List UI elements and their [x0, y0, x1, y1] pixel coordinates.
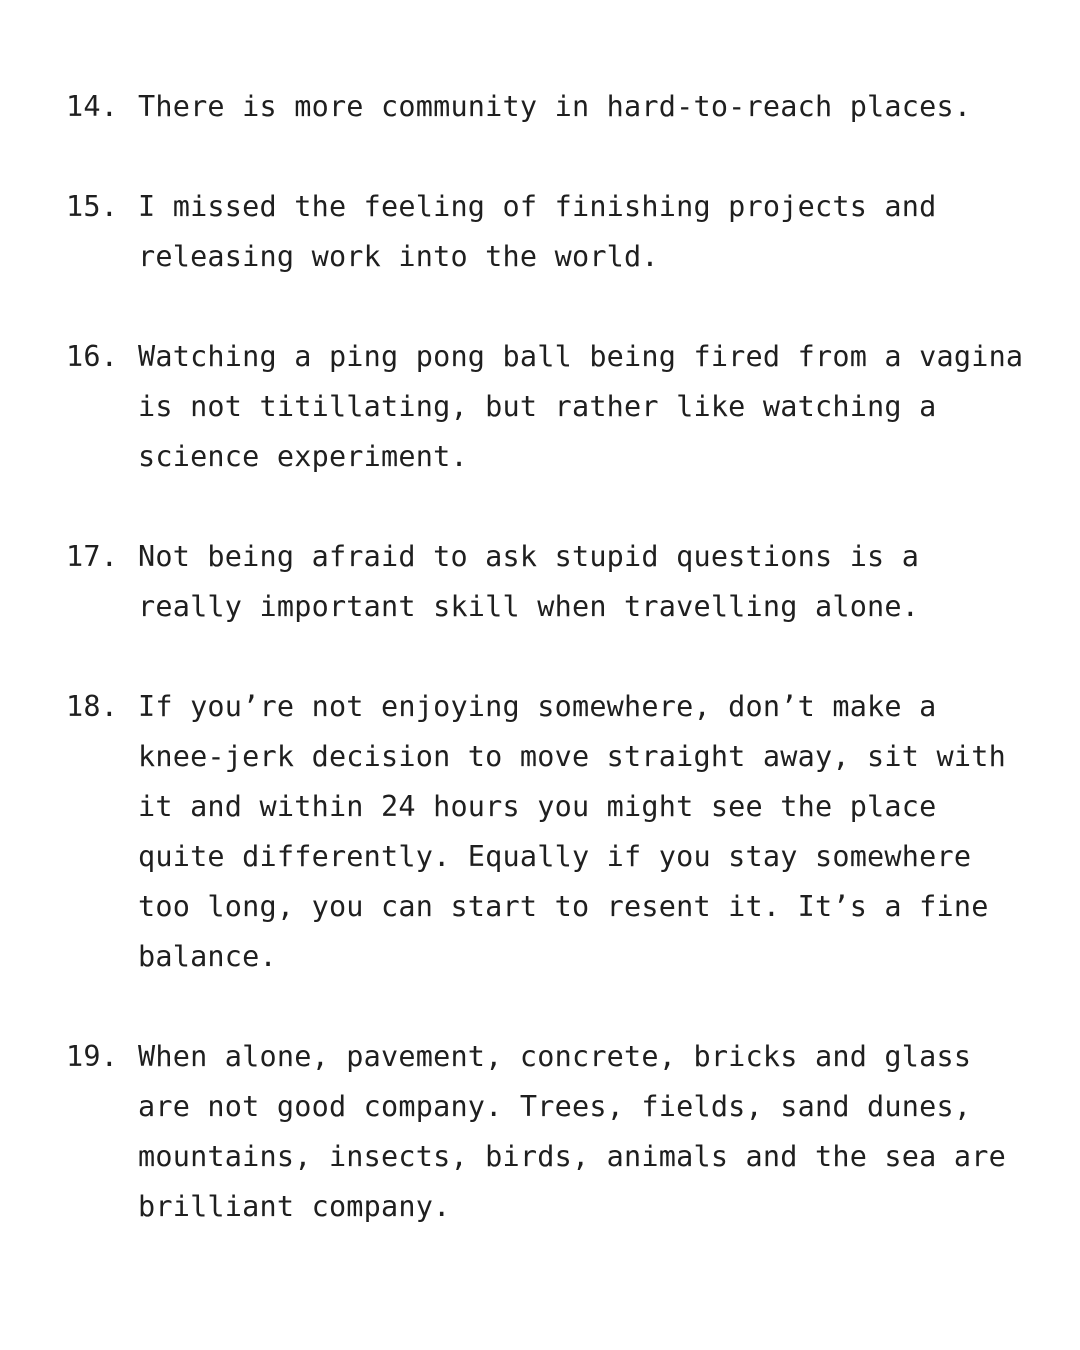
list-item-text: When alone, pavement, concrete, bricks and glass are not good company. Trees, fields, sand dunes, mountains, insects, birds, animals and the sea are brilliant company. [138, 1040, 1006, 1223]
list-item-text: Watching a ping pong ball being fired from a vagina is not titillating, but rather like watching a science experiment. [138, 340, 1024, 473]
list-item-text: If you’re not enjoying somewhere, don’t make a knee-jerk decision to move straight away, sit with it and within 24 hours you might see the place quite differently. Equally if you stay somewhere too long, you can start to resent it. It’s a fine balance. [138, 690, 1006, 973]
list-item [66, 182, 1026, 282]
list-item [66, 82, 1026, 132]
list-item-number: 18. [66, 690, 119, 723]
list-item-number: 16. [66, 340, 119, 373]
list-item [66, 1032, 1026, 1232]
list-item-number: 15. [66, 190, 119, 223]
list-item [66, 532, 1026, 632]
list-item-text: There is more community in hard-to-reach places. [138, 90, 972, 123]
list-item-number: 17. [66, 540, 119, 573]
list-item-text: Not being afraid to ask stupid questions is a really important skill when travelling alone. [138, 540, 920, 623]
list-item-text: I missed the feeling of finishing projects and releasing work into the world. [138, 190, 937, 273]
list-item-number: 14. [66, 90, 119, 123]
numbered-list [66, 82, 1026, 1282]
list-item [66, 682, 1026, 982]
list-item-number: 19. [66, 1040, 119, 1073]
list-item [66, 332, 1026, 482]
